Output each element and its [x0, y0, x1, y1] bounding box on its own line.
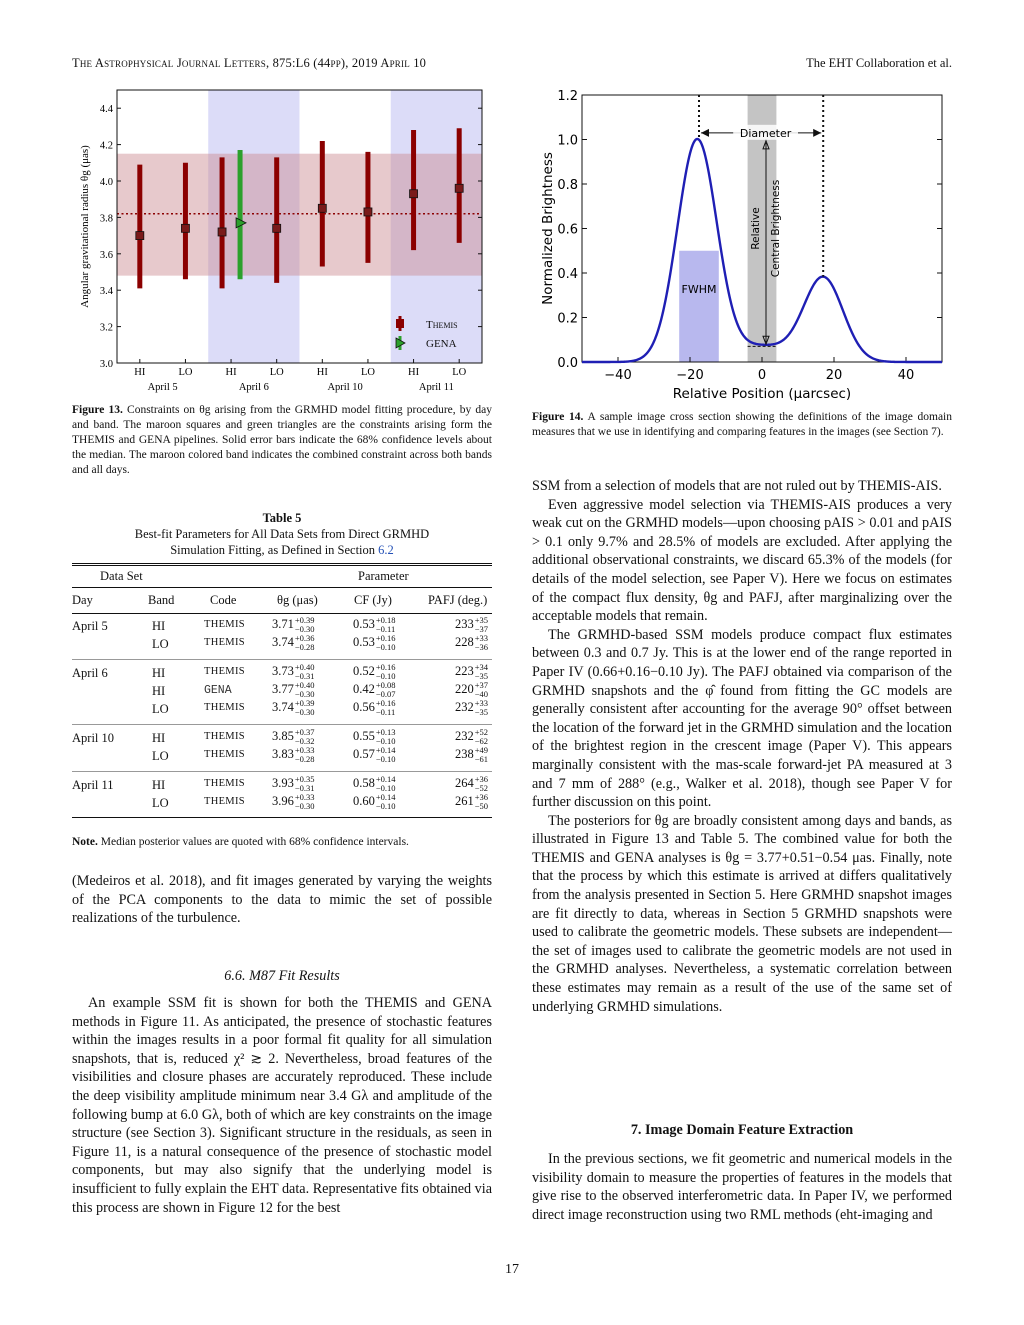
paragraph-text: (Medeiros et al. 2018), and fit images generated by varying the weights of the PCA components to the data to mimic the set of possible realizations of the turbulence.	[72, 873, 492, 927]
figure-13-chart	[72, 80, 492, 400]
day-label: April 10	[327, 382, 363, 393]
table-5-caption-line2: Simulation Fitting, as Defined in Section 6.2	[170, 543, 394, 557]
left-paragraph-1	[72, 872, 492, 928]
figure-14-caption	[532, 410, 952, 440]
table-cell: GENA	[204, 684, 232, 697]
table-cell: April 10	[72, 731, 115, 745]
col-header-band: Band	[148, 593, 175, 607]
figure-13-caption	[72, 403, 492, 478]
figure-14-label: Figure 14.	[532, 411, 584, 423]
day-label: April 11	[418, 382, 454, 393]
running-header-journal: The Astrophysical Journal Letters, 875:L6 (44pp), 2019 April 10	[72, 56, 427, 70]
y-tick-label: 4.0	[99, 177, 113, 188]
table-cell: THEMIS	[204, 637, 245, 648]
col-header-day: Day	[72, 593, 93, 607]
note-text: Median posterior values are quoted with 68% confidence intervals.	[100, 836, 409, 848]
paragraph-text: Even aggressive model selection via THEMIS-AIS produces a very weak cut on the GRMHD models—upon choosing pAIS > 0.01 and pAIS > 0.1 only 9.7% and 28.5% of models are excluded. After applying the additional observational constraints, we discard 65.3% of the models (for details of the model selection, see Paper V). Here we focus on estimates of the compact flux density, θg and PAFJ, after marginalizing over the acceptable models that remain.	[532, 496, 952, 625]
right-column-text	[532, 477, 952, 1016]
y-tick-label: 1.2	[557, 89, 578, 104]
table-value-cell: 220 +37 −40	[455, 680, 489, 699]
section-6-6-heading: 6.6. M87 Fit Results	[224, 968, 340, 984]
figure-13-caption-text: Constraints on θg arising from the GRMHD model fitting procedure, by day and band. The maroon squares and green triangles are the constraints arising form the THEMIS and GENA pipelines. Solid error bars indicate the 68% confidence levels about the median. The maroon colored band indicates the combined constraint across both bands and all days.	[72, 404, 493, 476]
paragraph-text: SSM from a selection of models that are not ruled out by THEMIS-AIS.	[532, 478, 942, 494]
col-header-theta: θg (μas)	[277, 593, 318, 607]
table-value-cell: 3.74 +0.36 −0.28	[272, 633, 315, 652]
table-value-cell: 0.52 +0.16 −0.10	[353, 662, 396, 681]
right-paragraph-5	[532, 1150, 952, 1224]
table-value-cell: 3.71 +0.39 −0.30	[272, 615, 315, 634]
figure-14-chart	[532, 80, 952, 405]
x-tick-label: HI	[408, 367, 420, 378]
y-tick-label: 0.4	[557, 267, 578, 282]
table-cell: LO	[152, 702, 169, 716]
col-header-cf: CF (Jy)	[354, 593, 392, 607]
table-group-dataset: Data Set	[100, 569, 143, 583]
table-cell: April 6	[72, 666, 108, 680]
y-tick-label: 0.2	[557, 311, 578, 327]
table-cell: THEMIS	[204, 731, 245, 742]
themis-point	[273, 224, 281, 232]
table-value-cell: 0.60 +0.14 −0.10	[353, 792, 396, 811]
y-tick-label: 4.4	[99, 104, 113, 116]
fwhm-label: FWHM	[681, 283, 717, 297]
x-tick-label: −40	[604, 368, 632, 383]
day-label: April 6	[238, 382, 269, 393]
y-axis-label: Angular gravitational radius θg (μas)	[79, 145, 91, 308]
table-cell: THEMIS	[204, 619, 245, 630]
table-value-cell: 3.77 +0.40 −0.30	[272, 680, 315, 699]
table-cell: LO	[152, 749, 169, 763]
legend-themis-label: Themis	[426, 319, 458, 331]
table-value-cell: 3.73 +0.40 −0.31	[272, 662, 315, 681]
y-tick-label: 3.4	[99, 286, 113, 298]
figure-14-caption-text: A sample image cross section showing the definitions of the image domain measures that we use in identifying and comparing features in the images (see Section 7).	[532, 411, 952, 438]
y-axis-label: Normalized Brightness	[540, 152, 556, 305]
table-value-cell: 238 +49 −61	[455, 745, 489, 764]
x-tick-label: HI	[225, 367, 237, 378]
x-axis-label: Relative Position (μarcsec)	[672, 386, 852, 402]
combined-constraint-band	[117, 154, 482, 276]
themis-point	[364, 208, 372, 216]
running-header-authors: The EHT Collaboration et al.	[806, 56, 952, 70]
x-tick-label: LO	[360, 367, 375, 378]
y-tick-label: 3.0	[99, 359, 113, 370]
themis-point	[410, 190, 418, 198]
table-cell: THEMIS	[204, 749, 245, 760]
table-cell: April 11	[72, 778, 114, 792]
themis-point	[181, 224, 189, 232]
table-5-title	[72, 510, 492, 558]
fwhm-region	[679, 251, 719, 362]
figure-13-label: Figure 13.	[72, 404, 123, 416]
left-paragraph-2	[72, 994, 492, 1217]
note-label: Note.	[72, 836, 98, 848]
y-tick-label: 0.6	[557, 222, 578, 238]
table-5-caption-line1: Best-fit Parameters for All Data Sets from Direct GRMHD	[134, 527, 430, 541]
table-cell: April 5	[72, 619, 108, 633]
paragraph-text: The posteriors for θg are broadly consistent among days and bands, as illustrated in Figure 13 and Table 5. The combined value for both the THEMIS and GENA analyses is θg = 3.77+0.51−0.54 μas. Finally, note that the process by which this estimate is arrived at differs qualitatively from the analysis presented in Section 5. Here GRMHD snapshot images are fit directly to data, whereas in Section 5 GRMHD snapshots were used to calibrate the geometric models. These subsets are independent—the set of images used to calibrate the geometric models are not used in the GRMHD analyses. Nevertheless, a systematic correlation between these estimates may remain as a result of the use of the same set of underlying GRMHD simulations.	[532, 812, 952, 1015]
diameter-label: Diameter	[739, 126, 792, 140]
paragraph-text: The GRMHD-based SSM models produce compact flux estimates between 0.3 and 0.7 Jy. This is at the lower end of the range reported in Paper IV (0.66+0.16−0.10 Jy). The PAFJ obtained via comparison of the GRMHD snapshots and the φ̂ found from fitting the GC models are generally consistent after accounting for the average 90° offset between the location of the forward jet in the GRMHD simulation and the location of the brightest region in the crescent image (Paper V). This appears marginally consistent with the mas-scale forward-jet PA measured at 3 and 7 mm of 288° (e.g., Walker et al. 2018), though see Paper V for further discussion on this point.	[532, 626, 952, 811]
x-tick-label: LO	[452, 367, 467, 378]
x-tick-label: LO	[269, 367, 284, 378]
table-cell: THEMIS	[204, 796, 245, 807]
table-value-cell: 232 +33 −35	[455, 698, 489, 717]
page-number: 17	[505, 1262, 519, 1277]
table-cell: THEMIS	[204, 702, 245, 713]
legend-gena-label: GENA	[426, 338, 457, 350]
table-5-number: Table 5	[262, 511, 302, 525]
section-7-heading: 7. Image Domain Feature Extraction	[630, 1122, 854, 1138]
x-tick-label: LO	[178, 367, 193, 378]
table-value-cell: 3.74 +0.39 −0.30	[272, 698, 315, 717]
y-tick-label: 3.8	[99, 213, 113, 225]
table-value-cell: 0.58 +0.14 −0.10	[353, 774, 396, 793]
themis-point	[318, 204, 326, 212]
table-group-parameter: Parameter	[358, 569, 409, 583]
table-value-cell: 264 +36 −52	[455, 774, 489, 793]
x-tick-label: HI	[134, 367, 146, 378]
table-cell: HI	[152, 731, 166, 745]
table-value-cell: 0.42 +0.08 −0.07	[353, 680, 396, 699]
section-link[interactable]: 6.2	[378, 543, 394, 557]
table-value-cell: 0.56 +0.16 −0.11	[353, 698, 396, 717]
y-tick-label: 4.2	[99, 140, 113, 152]
y-tick-label: 0.0	[557, 356, 578, 371]
table-cell: LO	[152, 637, 169, 651]
table-value-cell: 223 +34 −35	[455, 662, 489, 681]
day-label: April 5	[147, 382, 178, 393]
paragraph-text: In the previous sections, we fit geometric and numerical models in the visibility domain to measure the properties of features in the models that give rise to the observed interferometric data. In Paper IV, we performed direct image reconstruction using two RML methods (eht-imaging and	[532, 1151, 952, 1223]
central-label-line2: Central Brightness	[770, 179, 782, 278]
table-value-cell: 233 +35 −37	[455, 615, 489, 634]
themis-point	[218, 228, 226, 236]
y-tick-label: 3.2	[99, 322, 113, 334]
table-value-cell: 0.53 +0.18 −0.11	[353, 615, 396, 634]
x-tick-label: 40	[897, 368, 915, 383]
table-cell: HI	[152, 778, 166, 792]
table-value-cell: 0.55 +0.13 −0.10	[353, 727, 396, 746]
table-value-cell: 228 +33 −36	[455, 633, 489, 652]
y-tick-label: 1.0	[557, 133, 578, 149]
x-tick-label: HI	[316, 367, 328, 378]
themis-point	[455, 184, 463, 192]
y-tick-label: 0.8	[557, 178, 578, 193]
table-cell: THEMIS	[204, 666, 245, 677]
table-cell: HI	[152, 666, 166, 680]
table-cell: HI	[152, 684, 166, 698]
table-cell: THEMIS	[204, 778, 245, 789]
table-value-cell: 3.85 +0.37 −0.32	[272, 727, 315, 746]
x-tick-label: 0	[757, 368, 767, 383]
col-header-code: Code	[210, 593, 237, 607]
table-value-cell: 3.96 +0.33 −0.30	[272, 792, 315, 811]
paragraph-text: An example SSM fit is shown for both the THEMIS and GENA methods in Figure 11. As anticipated, the presence of stochastic features within the images results in a poor formal fit quality for all simulation snapshots, that is, reduced χ² ≳ 2. Nevertheless, broad features of the visibilities and closure phases are accurately reproduced. These include the deep visibility amplitude minimum near 3.4 Gλ and amplitude of the following bump at 6.0 Gλ, both of which are key constraints on the image structure (see Section 3). Significant structure in the residuals, as seen in Figure 11, is a natural consequence of the presence of stochastic model components, but may also signify that the underlying model is insufficient to fully explain the EHT data. Representative fits obtained via this process are shown in Figure 12 for the best	[72, 995, 492, 1216]
table-value-cell: 232 +52 −62	[455, 727, 489, 746]
table-cell: HI	[152, 619, 166, 633]
table-cell: LO	[152, 796, 169, 810]
x-tick-label: 20	[825, 368, 843, 383]
table-value-cell: 261 +36 −50	[455, 792, 489, 811]
table-value-cell: 3.93 +0.35 −0.31	[272, 774, 315, 793]
y-tick-label: 3.6	[99, 249, 113, 261]
table-5-note	[72, 836, 492, 848]
table-value-cell: 3.83 +0.33 −0.28	[272, 745, 315, 764]
table-value-cell: 0.53 +0.16 −0.10	[353, 633, 396, 652]
x-tick-label: −20	[676, 368, 704, 383]
themis-point	[136, 232, 144, 240]
table-value-cell: 0.57 +0.14 −0.10	[353, 745, 396, 764]
col-header-pa: PAFJ (deg.)	[428, 593, 488, 607]
central-label-line1: Relative	[750, 207, 762, 250]
